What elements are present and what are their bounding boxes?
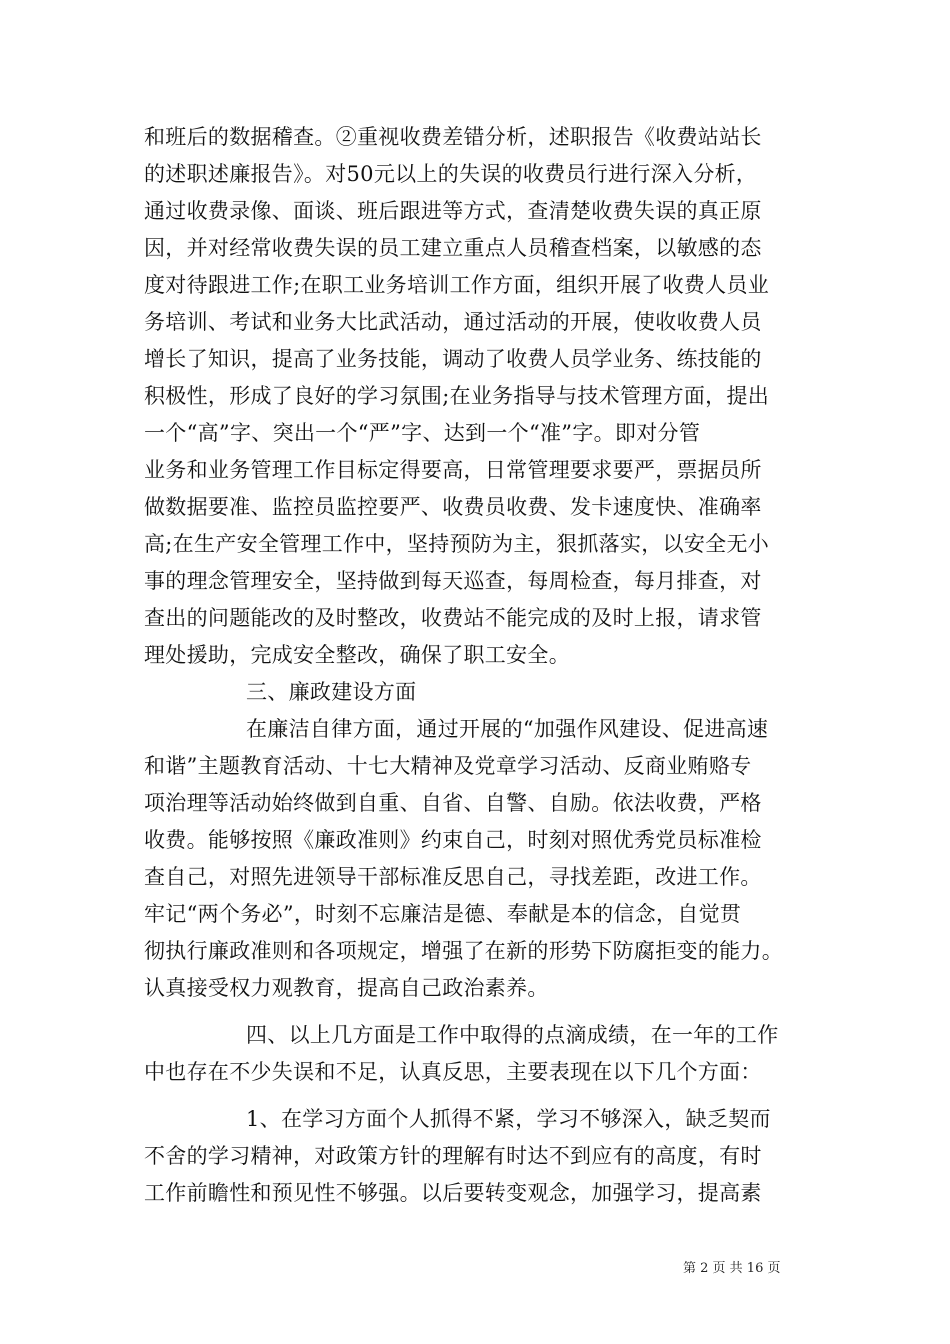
text-line: 度对待跟进工作;在职工业务培训工作方面，组织开展了收费人员业 bbox=[144, 273, 770, 297]
section-heading: 三、廉政建设方面 bbox=[246, 680, 417, 704]
section-heading: 四、以上几方面是工作中取得的点滴成绩，在一年的工作 bbox=[246, 1023, 779, 1047]
text-line: 的述职述廉报告》。对50元以上的失误的收费员行进行深入分析， bbox=[144, 162, 758, 186]
text-line: 通过收费录像、面谈、班后跟进等方式，查清楚收费失误的真正原 bbox=[144, 199, 762, 223]
text-line: 积极性，形成了良好的学习氛围;在业务指导与技术管理方面，提出 bbox=[144, 384, 770, 408]
page-number: 第 2 页 共 16 页 bbox=[683, 1261, 781, 1276]
text-line: 彻执行廉政准则和各项规定，增强了在新的形势下防腐拒变的能力。 bbox=[144, 939, 783, 963]
text-line: 务培训、考试和业务大比武活动，通过活动的开展，使收收费人员 bbox=[144, 310, 762, 334]
text-line: 认真接受权力观教育，提高自己政治素养。 bbox=[144, 976, 549, 1000]
text-line: 和谐”主题教育活动、十七大精神及党章学习活动、反商业贿赂专 bbox=[144, 754, 752, 778]
text-line: 收费。能够按照《廉政准则》约束自己，时刻对照优秀党员标准检 bbox=[144, 828, 762, 852]
text-line: 查自己，对照先进领导干部标准反思自己，寻找差距，改进工作。 bbox=[144, 865, 762, 889]
text-line: 在廉洁自律方面，通过开展的“加强作风建设、促进高速 bbox=[246, 717, 769, 741]
text-line: 事的理念管理安全，坚持做到每天巡查，每周检查，每月排查，对 bbox=[144, 569, 762, 593]
text-line: 理处援助，完成安全整改，确保了职工安全。 bbox=[144, 643, 570, 667]
text-line: 做数据要准、监控员监控要严、收费员收费、发卡速度快、准确率 bbox=[144, 495, 762, 519]
text-line: 查出的问题能改的及时整改，收费站不能完成的及时上报，请求管 bbox=[144, 606, 762, 630]
text-line: 牢记“两个务必”，时刻不忘廉洁是德、奉献是本的信念，自觉贯 bbox=[144, 902, 742, 926]
text-line: 因，并对经常收费失误的员工建立重点人员稽查档案，以敏感的态 bbox=[144, 236, 762, 260]
text-line: 中也存在不少失误和不足，认真反思，主要表现在以下几个方面： bbox=[144, 1060, 762, 1084]
text-line: 项治理等活动始终做到自重、自省、自警、自励。依法收费，严格 bbox=[144, 791, 762, 815]
text-line: 不舍的学习精神，对政策方针的理解有时达不到应有的高度，有时 bbox=[144, 1144, 762, 1168]
text-line: 1、在学习方面个人抓得不紧，学习不够深入，缺乏契而 bbox=[246, 1107, 771, 1131]
text-line: 工作前瞻性和预见性不够强。以后要转变观念，加强学习，提高素 bbox=[144, 1181, 762, 1205]
text-line: 一个“高”字、突出一个“严”字、达到一个“准”字。即对分管 bbox=[144, 421, 701, 445]
text-line: 增长了知识，提高了业务技能，调动了收费人员学业务、练技能的 bbox=[144, 347, 762, 371]
text-line: 业务和业务管理工作目标定得要高，日常管理要求要严，票据员所 bbox=[144, 458, 762, 482]
text-line: 高;在生产安全管理工作中，坚持预防为主，狠抓落实，以安全无小 bbox=[144, 532, 770, 556]
text-line: 和班后的数据稽查。②重视收费差错分析，述职报告《收费站站长 bbox=[144, 125, 762, 149]
